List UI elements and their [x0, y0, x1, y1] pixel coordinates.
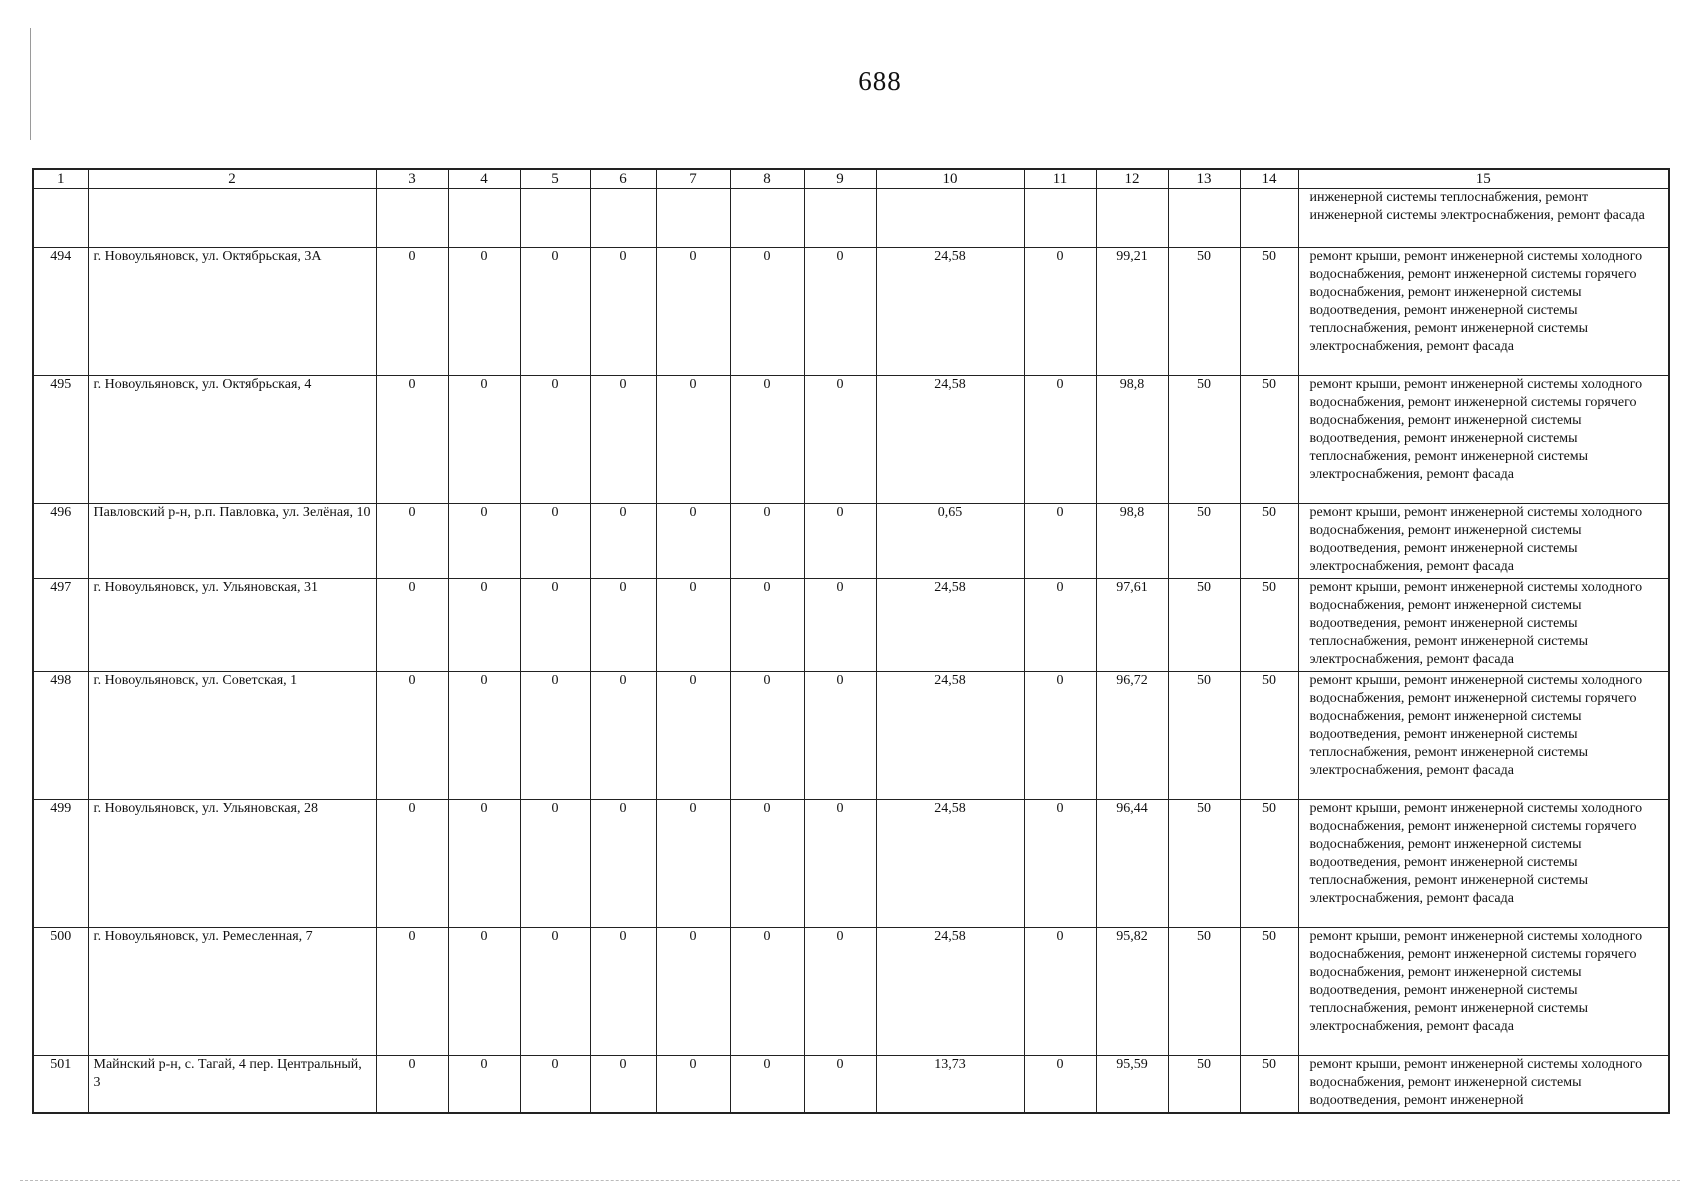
value-cell: 0 [804, 928, 876, 1056]
value-cell: 0 [804, 672, 876, 800]
value-cell: 50 [1168, 579, 1240, 672]
value-cell: 50 [1240, 248, 1298, 376]
work-description: ремонт крыши, ремонт инженерной системы холодного водоснабжения, ремонт инженерной системы горячего водоснабжения, ремонт инженерной системы водоотведения, ремонт инженерной системы теплоснабжения, ремонт инженерной системы электроснабжения, ремонт фасада [1298, 376, 1669, 504]
value-cell: 0 [1024, 800, 1096, 928]
value-cell: 50 [1168, 800, 1240, 928]
value-cell: 0 [590, 579, 656, 672]
value-cell: 0 [730, 504, 804, 579]
table-row [33, 800, 1669, 928]
address-cell: г. Новоульяновск, ул. Октябрьская, 4 [88, 376, 376, 504]
table-row [33, 672, 1669, 800]
value-cell: 0 [804, 504, 876, 579]
work-description: ремонт крыши, ремонт инженерной системы холодного водоснабжения, ремонт инженерной системы водоотведения, ремонт инженерной системы теплоснабжения, ремонт инженерной системы электроснабжения, ремонт фасада [1298, 579, 1669, 672]
value-cell: 0 [804, 248, 876, 376]
value-cell: 50 [1168, 928, 1240, 1056]
work-description: ремонт крыши, ремонт инженерной системы холодного водоснабжения, ремонт инженерной системы водоотведения, ремонт инженерной системы электроснабжения, ремонт фасада [1298, 504, 1669, 579]
value-cell: 0 [804, 800, 876, 928]
value-cell: 0 [448, 800, 520, 928]
value-cell: 0 [448, 1056, 520, 1113]
value-cell: 0 [448, 376, 520, 504]
address-cell: г. Новоульяновск, ул. Ульяновская, 31 [88, 579, 376, 672]
row-number: 497 [33, 579, 88, 672]
address-cell: г. Новоульяновск, ул. Ульяновская, 28 [88, 800, 376, 928]
value-cell: 0 [804, 579, 876, 672]
value-cell: 0 [376, 672, 448, 800]
value-cell: 0 [804, 1056, 876, 1113]
value-cell: 0 [448, 928, 520, 1056]
work-description: ремонт крыши, ремонт инженерной системы холодного водоснабжения, ремонт инженерной системы водоотведения, ремонт инженерной [1298, 1056, 1669, 1113]
row-number: 499 [33, 800, 88, 928]
value-cell: 0 [448, 672, 520, 800]
continuation-row [33, 189, 1669, 248]
value-cell: 0 [1024, 928, 1096, 1056]
scan-edge-line [20, 1180, 1680, 1182]
col-header: 2 [88, 169, 376, 189]
value-cell: 0 [590, 504, 656, 579]
value-cell: 0 [376, 504, 448, 579]
value-cell: 0 [656, 928, 730, 1056]
col-header: 7 [656, 169, 730, 189]
value-cell: 0 [656, 504, 730, 579]
address-cell: Майнский р-н, с. Тагай, 4 пер. Центральный, 3 [88, 1056, 376, 1113]
value-cell: 24,58 [876, 248, 1024, 376]
value-cell: 0 [520, 248, 590, 376]
value-cell: 95,59 [1096, 1056, 1168, 1113]
work-description: ремонт крыши, ремонт инженерной системы холодного водоснабжения, ремонт инженерной системы горячего водоснабжения, ремонт инженерной системы водоотведения, ремонт инженерной системы теплоснабжения, ремонт инженерной системы электроснабжения, ремонт фасада [1298, 672, 1669, 800]
value-cell: 0 [520, 1056, 590, 1113]
col-header: 1 [33, 169, 88, 189]
value-cell: 0 [656, 1056, 730, 1113]
value-cell: 24,58 [876, 376, 1024, 504]
row-number: 501 [33, 1056, 88, 1113]
value-cell: 0 [590, 928, 656, 1056]
value-cell: 0 [656, 376, 730, 504]
value-cell: 0 [590, 1056, 656, 1113]
col-header: 6 [590, 169, 656, 189]
col-header: 13 [1168, 169, 1240, 189]
data-table [32, 168, 1670, 1114]
col-header: 4 [448, 169, 520, 189]
value-cell: 0 [376, 928, 448, 1056]
row-number: 498 [33, 672, 88, 800]
value-cell: 0 [590, 672, 656, 800]
value-cell: 0 [448, 248, 520, 376]
address-cell: г. Новоульяновск, ул. Октябрьская, 3А [88, 248, 376, 376]
value-cell: 0 [590, 800, 656, 928]
value-cell: 97,61 [1096, 579, 1168, 672]
table-row [33, 928, 1669, 1056]
value-cell: 96,44 [1096, 800, 1168, 928]
work-description: ремонт крыши, ремонт инженерной системы холодного водоснабжения, ремонт инженерной системы горячего водоснабжения, ремонт инженерной системы водоотведения, ремонт инженерной системы теплоснабжения, ремонт инженерной системы электроснабжения, ремонт фасада [1298, 928, 1669, 1056]
value-cell: 0 [730, 1056, 804, 1113]
value-cell: 0 [376, 800, 448, 928]
value-cell: 0 [376, 579, 448, 672]
value-cell: 0 [1024, 248, 1096, 376]
row-number: 496 [33, 504, 88, 579]
page-number: 688 [858, 66, 902, 96]
value-cell: 0 [1024, 579, 1096, 672]
header-row [33, 169, 1669, 189]
value-cell: 0 [520, 504, 590, 579]
value-cell: 0 [656, 248, 730, 376]
value-cell: 0 [376, 1056, 448, 1113]
table-row [33, 579, 1669, 672]
table-row [33, 248, 1669, 376]
col-header: 9 [804, 169, 876, 189]
work-description: ремонт крыши, ремонт инженерной системы холодного водоснабжения, ремонт инженерной системы горячего водоснабжения, ремонт инженерной системы водоотведения, ремонт инженерной системы теплоснабжения, ремонт инженерной системы электроснабжения, ремонт фасада [1298, 248, 1669, 376]
value-cell: 0 [520, 800, 590, 928]
col-header: 5 [520, 169, 590, 189]
value-cell: 0 [376, 376, 448, 504]
value-cell: 95,82 [1096, 928, 1168, 1056]
value-cell: 0 [730, 800, 804, 928]
value-cell: 0 [1024, 376, 1096, 504]
value-cell: 0 [520, 579, 590, 672]
value-cell: 50 [1168, 504, 1240, 579]
table-row [33, 504, 1669, 579]
value-cell: 50 [1240, 579, 1298, 672]
value-cell: 24,58 [876, 928, 1024, 1056]
value-cell: 24,58 [876, 672, 1024, 800]
row-number: 495 [33, 376, 88, 504]
value-cell: 99,21 [1096, 248, 1168, 376]
value-cell: 50 [1240, 1056, 1298, 1113]
value-cell: 0 [804, 376, 876, 504]
value-cell: 0 [1024, 1056, 1096, 1113]
value-cell: 0 [656, 672, 730, 800]
value-cell: 0 [730, 376, 804, 504]
value-cell: 50 [1168, 1056, 1240, 1113]
value-cell: 0 [376, 248, 448, 376]
value-cell: 0 [730, 928, 804, 1056]
table-row [33, 1056, 1669, 1113]
value-cell: 13,73 [876, 1056, 1024, 1113]
value-cell: 0 [590, 376, 656, 504]
col-header: 11 [1024, 169, 1096, 189]
col-header: 10 [876, 169, 1024, 189]
work-description: ремонт крыши, ремонт инженерной системы холодного водоснабжения, ремонт инженерной системы горячего водоснабжения, ремонт инженерной системы водоотведения, ремонт инженерной системы теплоснабжения, ремонт инженерной системы электроснабжения, ремонт фасада [1298, 800, 1669, 928]
value-cell: 0,65 [876, 504, 1024, 579]
value-cell: 0 [656, 579, 730, 672]
value-cell: 0 [448, 504, 520, 579]
value-cell: 98,8 [1096, 376, 1168, 504]
value-cell: 98,8 [1096, 504, 1168, 579]
col-header: 3 [376, 169, 448, 189]
col-header: 15 [1298, 169, 1669, 189]
value-cell: 0 [590, 248, 656, 376]
address-cell: г. Новоульяновск, ул. Советская, 1 [88, 672, 376, 800]
value-cell: 0 [520, 928, 590, 1056]
work-description: инженерной системы теплоснабжения, ремонт инженерной системы электроснабжения, ремонт фасада [1298, 189, 1669, 248]
value-cell: 96,72 [1096, 672, 1168, 800]
col-header: 12 [1096, 169, 1168, 189]
value-cell: 24,58 [876, 579, 1024, 672]
value-cell: 0 [448, 579, 520, 672]
value-cell: 0 [520, 672, 590, 800]
address-cell: г. Новоульяновск, ул. Ремесленная, 7 [88, 928, 376, 1056]
value-cell: 50 [1240, 376, 1298, 504]
table-row [33, 376, 1669, 504]
col-header: 8 [730, 169, 804, 189]
address-cell: Павловский р-н, р.п. Павловка, ул. Зелёная, 10 [88, 504, 376, 579]
row-number: 494 [33, 248, 88, 376]
value-cell: 50 [1240, 800, 1298, 928]
value-cell: 50 [1168, 376, 1240, 504]
value-cell: 0 [656, 800, 730, 928]
value-cell: 50 [1240, 504, 1298, 579]
value-cell: 50 [1168, 248, 1240, 376]
value-cell: 0 [1024, 504, 1096, 579]
row-number: 500 [33, 928, 88, 1056]
value-cell: 0 [730, 672, 804, 800]
col-header: 14 [1240, 169, 1298, 189]
value-cell: 50 [1240, 928, 1298, 1056]
value-cell: 0 [730, 248, 804, 376]
value-cell: 0 [1024, 672, 1096, 800]
value-cell: 0 [520, 376, 590, 504]
value-cell: 50 [1168, 672, 1240, 800]
value-cell: 50 [1240, 672, 1298, 800]
value-cell: 0 [730, 579, 804, 672]
value-cell: 24,58 [876, 800, 1024, 928]
